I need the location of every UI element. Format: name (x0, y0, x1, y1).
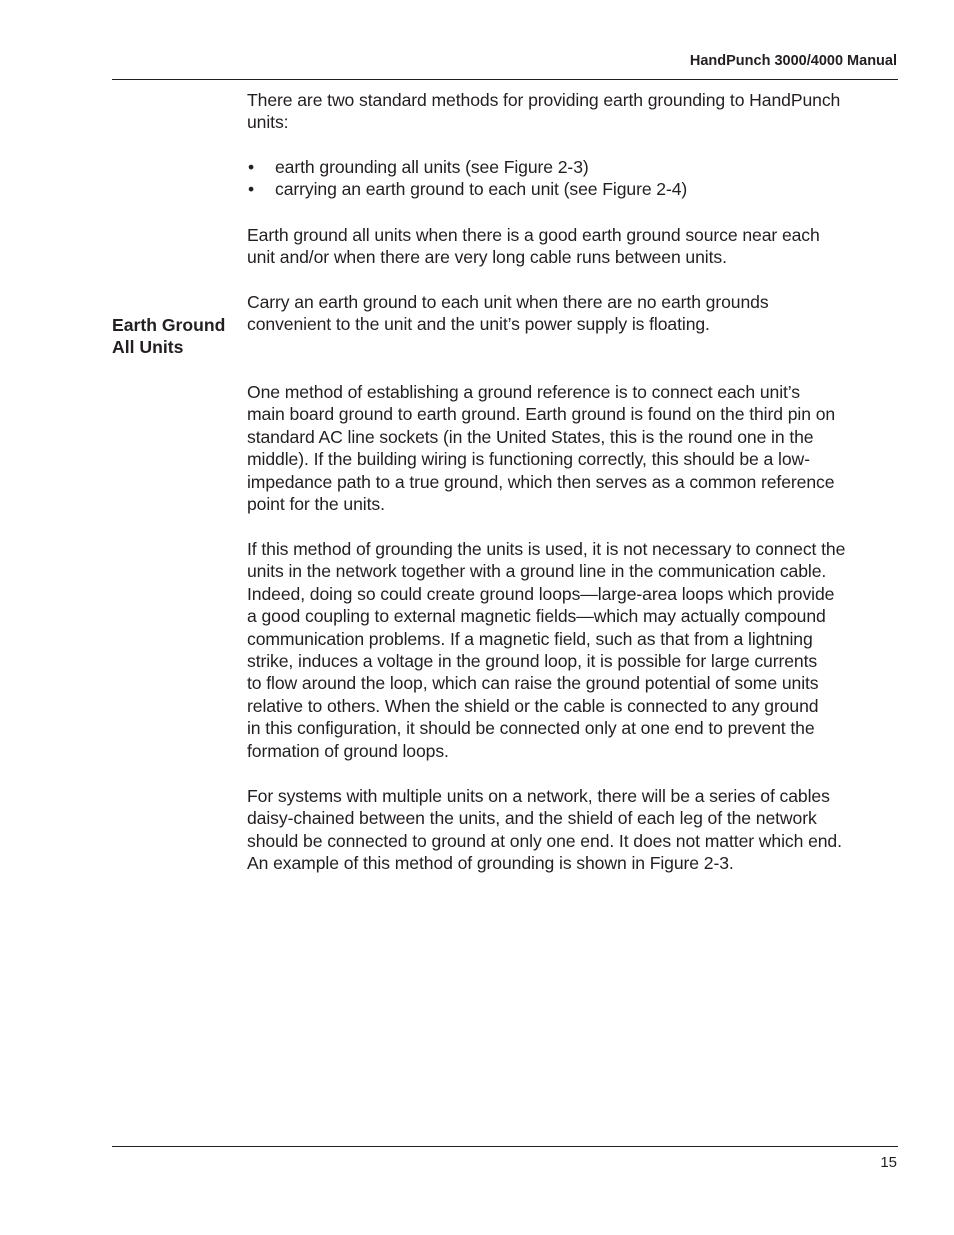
footer-rule (112, 1146, 898, 1147)
text-line: a good coupling to external magnetic fields—which may actually compound (247, 606, 826, 627)
text-line: point for the units. (247, 494, 385, 515)
section-heading-earth-ground-all-units (112, 314, 225, 359)
paragraph-ground-reference (247, 381, 897, 515)
text-line: daisy-chained between the units, and the shield of each leg of the network (247, 808, 817, 829)
bullet-item: • earth grounding all units (see Figure 2-3) (247, 156, 897, 178)
text-line: communication problems. If a magnetic field, such as that from a lightning (247, 628, 813, 649)
text-line: unit and/or when there are very long cable runs between units. (247, 247, 727, 268)
text-line: units in the network together with a ground line in the communication cable. (247, 561, 827, 582)
text-line: in this configuration, it should be connected only at one end to prevent the (247, 718, 815, 739)
text-line: main board ground to earth ground. Earth ground is found on the third pin on (247, 404, 836, 425)
paragraph-carry-earth-ground (247, 291, 897, 336)
paragraph-earth-ground-all (247, 224, 897, 269)
running-header-title: HandPunch 3000/4000 Manual (689, 53, 897, 69)
text-line: Indeed, doing so could create ground loops—large-area loops which provide (247, 583, 835, 604)
text-line: should be connected to ground at only one end. It does not matter which end. (247, 830, 842, 851)
text-line: There are two standard methods for providing earth grounding to HandPunch (247, 90, 841, 110)
text-line: If this method of grounding the units is used, it is not necessary to connect the (247, 539, 846, 559)
heading-line: Earth Ground (112, 315, 226, 335)
text-line: Carry an earth ground to each unit when there are no earth grounds (247, 292, 769, 312)
intro-paragraph (247, 89, 897, 134)
text-line: convenient to the unit and the unit’s power supply is floating. (247, 314, 710, 335)
text-line: strike, induces a voltage in the ground loop, it is possible for large currents (247, 651, 818, 672)
text-line: Earth ground all units when there is a good earth ground source near each (247, 225, 820, 245)
text-line: to flow around the loop, which can raise the ground potential of some units (247, 673, 819, 694)
text-line: impedance path to a true ground, which then serves as a common reference (247, 471, 835, 492)
text-line: One method of establishing a ground reference is to connect each unit’s (247, 382, 800, 402)
heading-line: All Units (112, 337, 184, 358)
page-number: 15 (880, 1154, 897, 1171)
paragraph-multiple-units (247, 785, 897, 875)
text-line: For systems with multiple units on a network, there will be a series of cables (247, 786, 830, 806)
text-line: An example of this method of grounding is shown in Figure 2-3. (247, 853, 734, 874)
text-line: middle). If the building wiring is functioning correctly, this should be a low- (247, 449, 810, 470)
bullet-item: • carrying an earth ground to each unit (see Figure 2-4) (247, 178, 897, 200)
text-line: relative to others. When the shield or the cable is connected to any ground (247, 695, 819, 716)
paragraph-ground-loops (247, 538, 897, 762)
header-rule (112, 79, 898, 80)
method-bullet-list (247, 156, 897, 201)
text-line: units: (247, 112, 289, 133)
text-line: standard AC line sockets (in the United States, this is the round one in the (247, 426, 814, 447)
text-line: formation of ground loops. (247, 740, 449, 761)
